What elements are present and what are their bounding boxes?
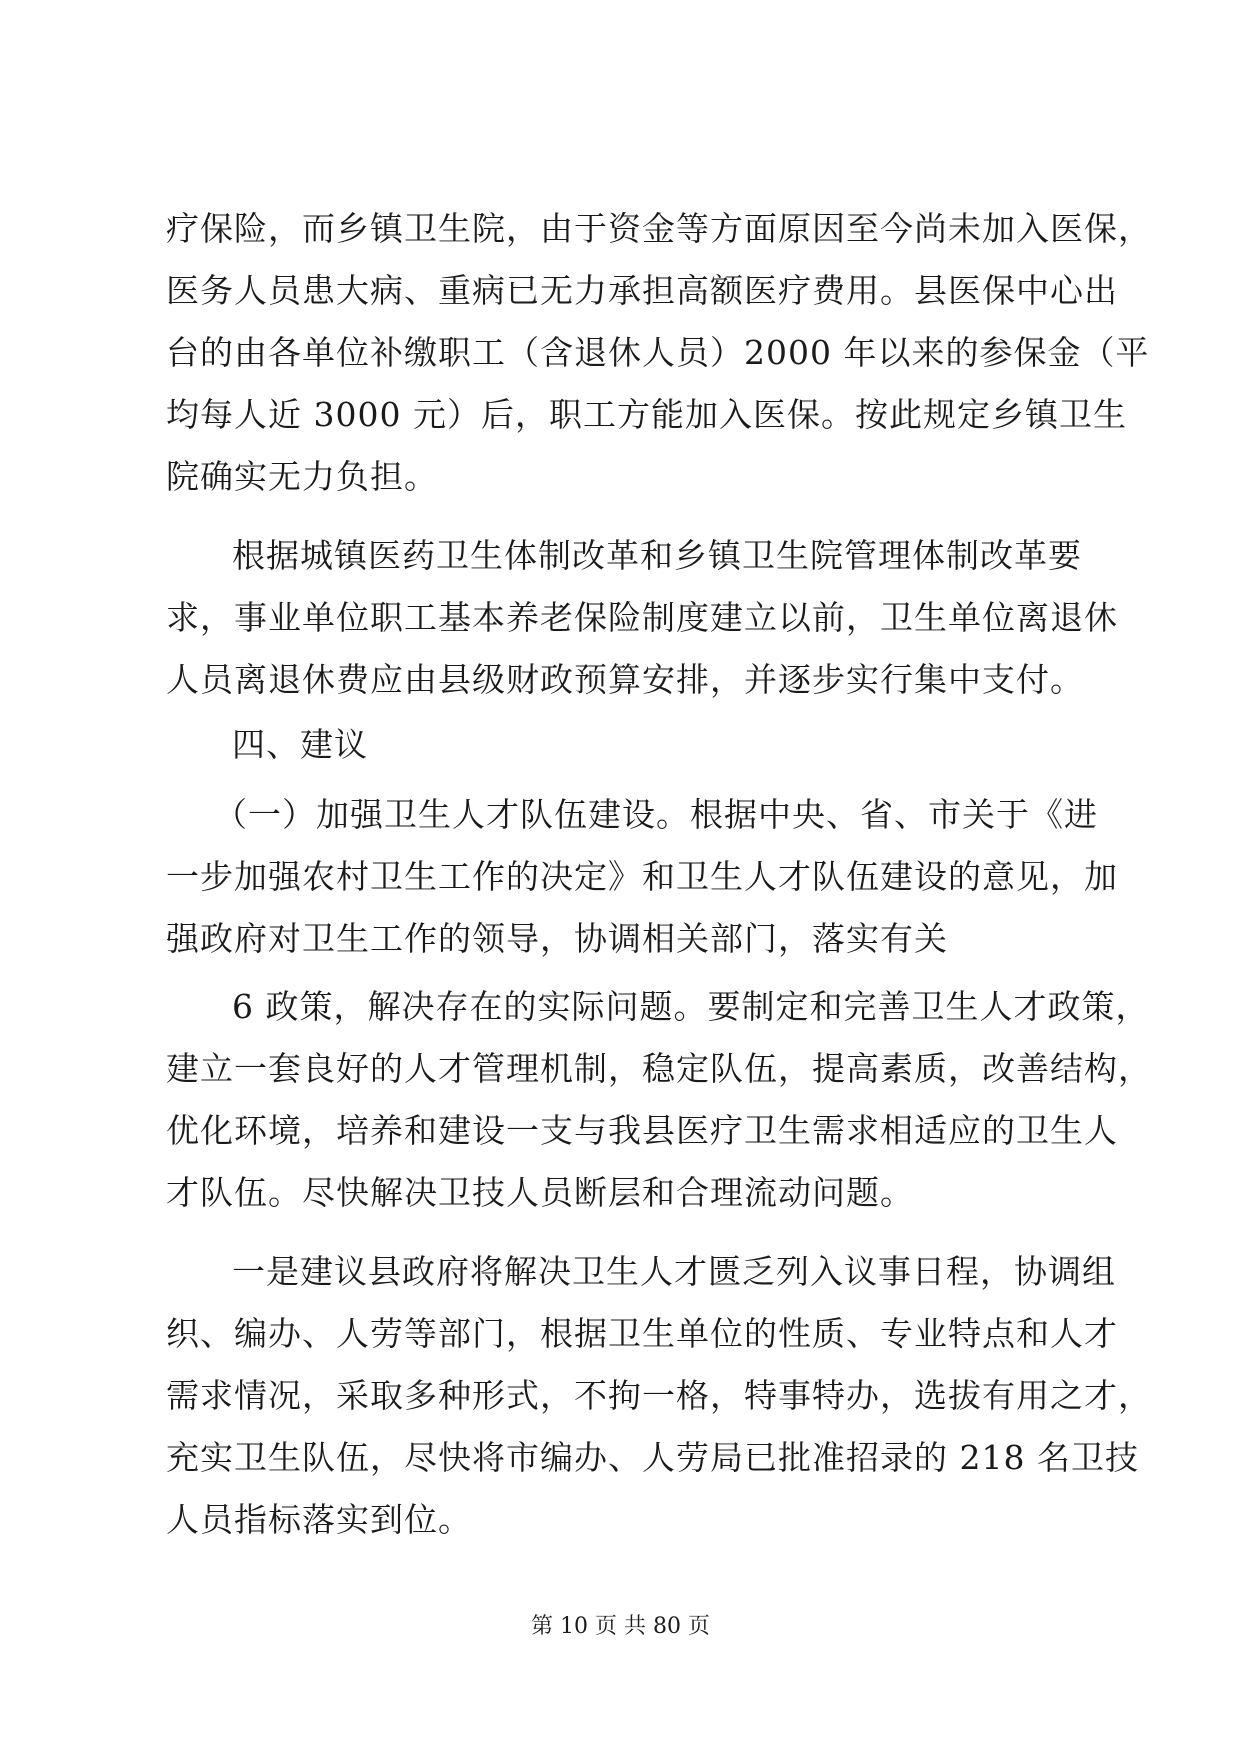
body-line: 院确实无力负担。: [166, 457, 438, 496]
body-line: 均每人近 3000 元）后，职工方能加入医保。按此规定乡镇卫生: [166, 395, 1127, 434]
page-number: 第 10 页 共 80 页: [531, 1614, 710, 1639]
body-line: 一是建议县政府将解决卫生人才匮乏列入议事日程，协调组: [232, 1252, 1116, 1291]
body-line: 台的由各单位补缴职工（含退休人员）2000 年以来的参保金（平: [166, 333, 1150, 372]
body-line: 一步加强农村卫生工作的决定》和卫生人才队伍建设的意见，加: [166, 857, 1118, 896]
body-line: 求，事业单位职工基本养老保险制度建立以前，卫生单位离退休: [166, 598, 1118, 637]
body-line: 织、编办、人劳等部门，根据卫生单位的性质、专业特点和人才: [166, 1314, 1118, 1353]
body-line: 优化环境，培养和建设一支与我县医疗卫生需求相适应的卫生人: [166, 1111, 1118, 1150]
body-line: 强政府对卫生工作的领导，协调相关部门，落实有关: [166, 919, 948, 958]
body-line: 需求情况，采取多种形式，不拘一格，特事特办，选拔有用之才，: [166, 1376, 1152, 1415]
subsection-heading-line: （一）加强卫生人才队伍建设。根据中央、省、市关于《进: [214, 795, 1098, 834]
body-line: 人员离退休费应由县级财政预算安排，并逐步实行集中支付。: [166, 660, 1084, 699]
body-line: 建立一套良好的人才管理机制，稳定队伍，提高素质，改善结构，: [166, 1049, 1152, 1088]
body-line: 才队伍。尽快解决卫技人员断层和合理流动问题。: [166, 1173, 914, 1212]
section-heading: 四、建议: [232, 725, 368, 764]
body-line: 充实卫生队伍，尽快将市编办、人劳局已批准招录的 218 名卫技: [166, 1438, 1139, 1477]
body-line: 人员指标落实到位。: [166, 1500, 472, 1539]
body-line: 医务人员患大病、重病已无力承担高额医疗费用。县医保中心出: [166, 271, 1118, 310]
body-line: 疗保险，而乡镇卫生院，由于资金等方面原因至今尚未加入医保，: [166, 209, 1152, 248]
body-line: 根据城镇医药卫生体制改革和乡镇卫生院管理体制改革要: [232, 536, 1082, 575]
body-line: 6 政策，解决存在的实际问题。要制定和完善卫生人才政策，: [232, 987, 1150, 1026]
